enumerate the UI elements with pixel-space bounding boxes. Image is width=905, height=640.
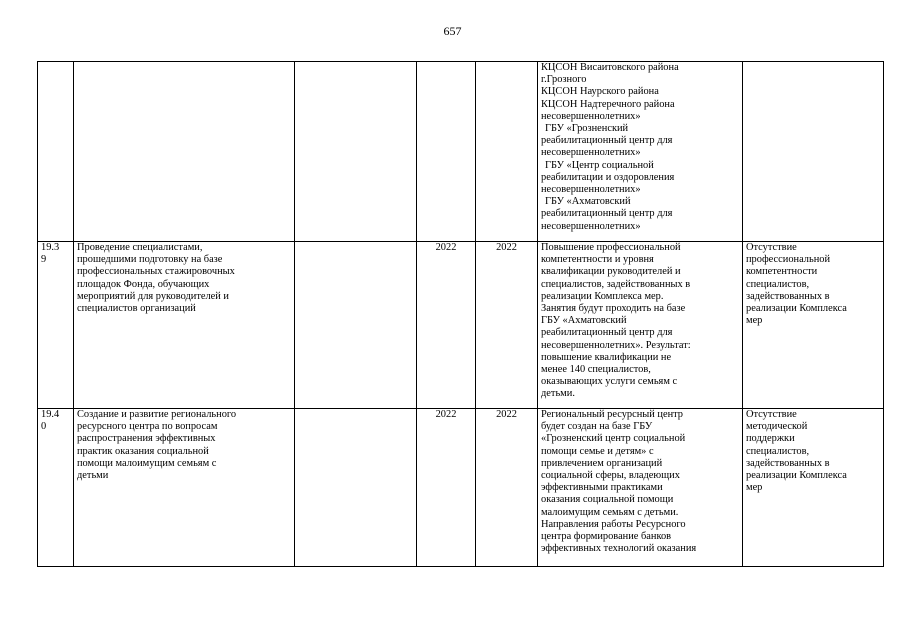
cell-start-year: 2022	[417, 242, 476, 409]
result-line: эффективных технологий оказания	[541, 543, 697, 555]
result-line: специалистов, задействованных в	[541, 278, 691, 290]
result-line: привлечением организаций	[541, 457, 663, 469]
result-line: ГБУ «Грозненский	[545, 123, 629, 135]
result-line: несовершеннолетних». Результат:	[541, 339, 691, 351]
result-line: ГБУ «Ахматовский	[545, 196, 631, 208]
result-line: несовершеннолетних»	[541, 184, 641, 196]
result-line: г.Грозного	[541, 74, 587, 86]
cell-start-year: 2022	[417, 409, 476, 567]
cell-risk	[743, 62, 884, 242]
risk-line: Отсутствие	[746, 242, 797, 253]
result-line: малоимущим семьям с детьми.	[541, 506, 679, 518]
result-line: реабилитационный центр для	[541, 135, 673, 147]
number-line: 19.4	[41, 409, 60, 420]
cell-action	[74, 409, 295, 567]
action-line: практик оказания социальной	[77, 445, 209, 457]
result-line: несовершеннолетних»	[541, 110, 641, 122]
action-line: распространения эффективных	[77, 433, 216, 445]
risk-line: специалистов,	[746, 445, 810, 457]
cell-number	[38, 62, 74, 242]
risk-line: задействованных в	[746, 290, 830, 302]
number-line: 19.3	[41, 242, 60, 253]
risk-line: компетентности	[746, 266, 818, 278]
cell-end-year: 2022	[476, 242, 538, 409]
risk-line: мер	[746, 315, 763, 327]
cell-end-year	[476, 62, 538, 242]
result-line: реабилитации и оздоровления	[541, 171, 675, 183]
result-line: КЦСОН Надтеречного района	[541, 98, 675, 110]
action-line: Проведение специалистами,	[77, 242, 203, 253]
result-line: Занятия будут проходить на базе	[541, 303, 686, 315]
result-line: ГБУ «Центр социальной	[545, 159, 654, 171]
result-line: оказания социальной помощи	[541, 494, 674, 506]
result-line: несовершеннолетних»	[541, 220, 641, 232]
risk-line: реализации Комплекса	[746, 303, 847, 315]
result-line: Повышение профессиональной	[541, 242, 681, 253]
measures-table	[37, 61, 884, 567]
result-line: будет создан на базе ГБУ	[541, 421, 653, 433]
cell-executor	[295, 409, 417, 567]
action-line: площадок Фонда, обучающих	[77, 278, 210, 290]
result-line: КЦСОН Висаитовского района	[541, 62, 679, 73]
risk-line: реализации Комплекса	[746, 470, 847, 482]
cell-risk	[743, 409, 884, 567]
risk-line: профессиональной	[746, 254, 831, 266]
cell-number	[38, 242, 74, 409]
result-line: компетентности и уровня	[541, 254, 654, 266]
risk-line: специалистов,	[746, 278, 810, 290]
action-line: Создание и развитие регионального	[77, 409, 237, 420]
result-line: центра формирование банков	[541, 531, 672, 543]
cell-result	[538, 62, 743, 242]
cell-action	[74, 242, 295, 409]
result-line: менее 140 специалистов,	[541, 364, 651, 376]
cell-result	[538, 242, 743, 409]
cell-end-year: 2022	[476, 409, 538, 567]
risk-line: задействованных в	[746, 457, 830, 469]
risk-line: мер	[746, 482, 763, 494]
cell-executor	[295, 242, 417, 409]
result-line: реализации Комплекса мер.	[541, 290, 664, 302]
result-line: реабилитационный центр для	[541, 327, 673, 339]
cell-action	[74, 62, 295, 242]
result-line: оказывающих услуги семьям с	[541, 376, 678, 388]
result-line: детьми.	[541, 388, 575, 400]
result-line: Региональный ресурсный центр	[541, 409, 683, 420]
cell-risk	[743, 242, 884, 409]
result-line: эффективными практиками	[541, 482, 663, 494]
action-line: специалистов организаций	[77, 303, 196, 315]
result-line: реабилитационный центр для	[541, 208, 673, 220]
cell-result	[538, 409, 743, 567]
action-line: ресурсного центра по вопросам	[77, 421, 218, 433]
result-line: КЦСОН Наурского района	[541, 86, 659, 98]
result-line: Направления работы Ресурсного	[541, 518, 686, 530]
result-line: «Грозненский центр социальной	[541, 433, 686, 445]
table-row	[38, 242, 884, 409]
risk-line: поддержки	[746, 433, 795, 445]
result-line: ГБУ «Ахматовский	[541, 315, 627, 327]
cell-number	[38, 409, 74, 567]
page-number: 657	[443, 24, 462, 38]
action-line: прошедшими подготовку на базе	[77, 254, 223, 266]
result-line: помощи семье и детям» с	[541, 445, 654, 457]
action-line: детьми	[77, 470, 109, 482]
action-line: помощи малоимущим семьям с	[77, 457, 217, 469]
result-line: повышение квалификации не	[541, 351, 672, 363]
number-line: 9	[41, 254, 47, 266]
table-row	[38, 409, 884, 567]
risk-line: методической	[746, 421, 808, 433]
number-line: 0	[41, 421, 47, 433]
cell-start-year	[417, 62, 476, 242]
action-line: мероприятий для руководителей и	[77, 290, 229, 302]
result-line: несовершеннолетних»	[541, 147, 641, 159]
result-line: социальной сферы, владеющих	[541, 470, 680, 482]
action-line: профессиональных стажировочных	[77, 266, 235, 278]
result-line: квалификации руководителей и	[541, 266, 681, 278]
risk-line: Отсутствие	[746, 409, 797, 420]
cell-executor	[295, 62, 417, 242]
table-row-continuation	[38, 62, 884, 242]
